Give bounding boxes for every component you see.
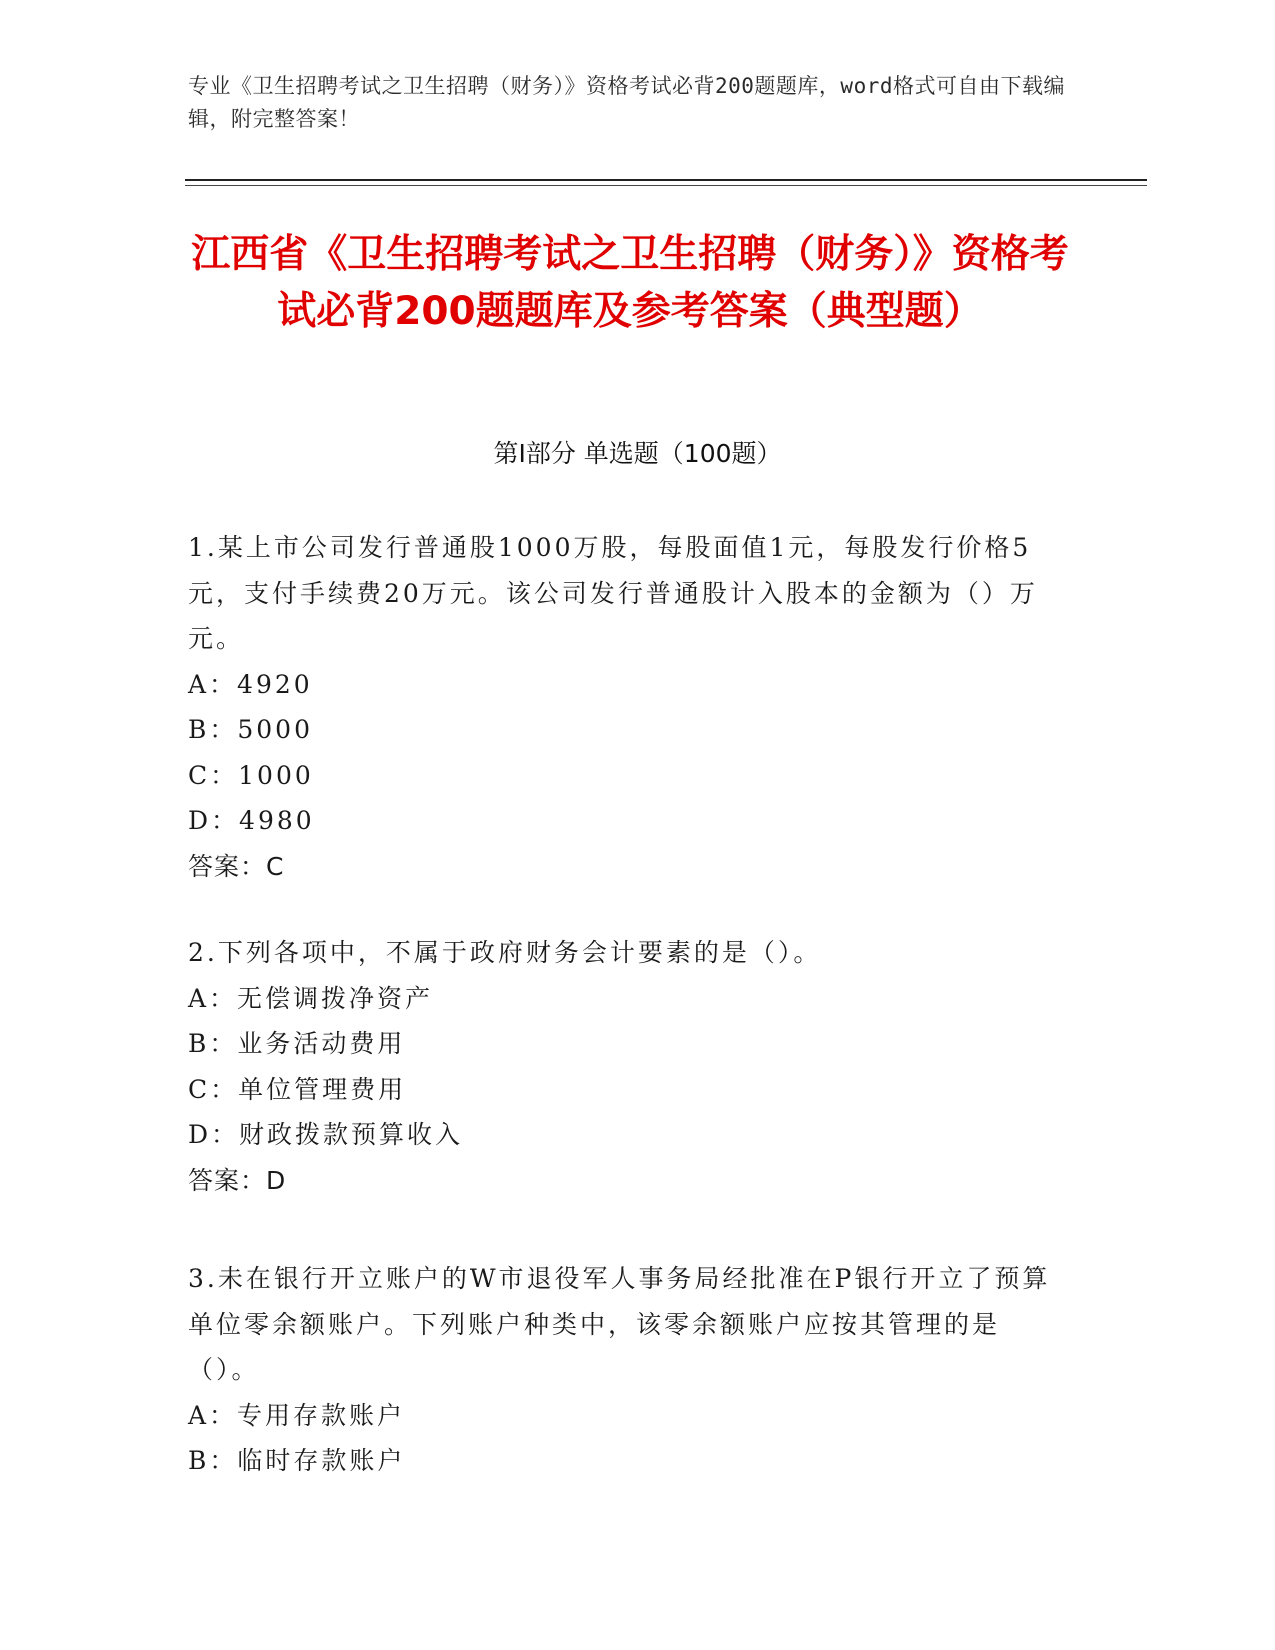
header-note: 专业《卫生招聘考试之卫生招聘（财务）》资格考试必背200题题库，word格式可自由下载编辑，附完整答案！ — [188, 74, 1065, 131]
header-divider-thick — [185, 179, 1147, 181]
option-c: C：单位管理费用 — [188, 1074, 407, 1104]
option-b: B：业务活动费用 — [188, 1029, 406, 1058]
header-divider-thin — [185, 185, 1147, 186]
question-1 — [188, 525, 1068, 889]
question-stem: 3.未在银行开立账户的W市退役军人事务局经批准在P银行开立了预算单位零余额账户。下列账户种类中，该零余额账户应按其管理的是（）。 — [188, 1264, 1051, 1384]
question-stem: 1.某上市公司发行普通股1000万股，每股面值1元，每股发行价格5元，支付手续费20万元。该公司发行普通股计入股本的金额为（）万元。 — [188, 533, 1038, 653]
answer-line: 答案：C — [188, 851, 285, 881]
question-3 — [188, 1256, 1068, 1484]
option-a: A：4920 — [188, 669, 313, 699]
document-title: 江西省《卫生招聘考试之卫生招聘（财务）》资格考试必背200题题库及参考答案（典型题） — [191, 232, 1069, 334]
option-b: B：临时存款账户 — [188, 1446, 406, 1475]
option-d: D：财政拨款预算收入 — [188, 1120, 464, 1149]
question-stem: 2.下列各项中，不属于政府财务会计要素的是（）。 — [188, 938, 822, 967]
option-d: D：4980 — [188, 806, 315, 835]
question-2 — [188, 930, 1068, 1203]
answer-line: 答案：D — [188, 1165, 287, 1195]
option-b: B：5000 — [188, 715, 313, 744]
option-c: C：1000 — [188, 760, 314, 790]
section-title: 第Ⅰ部分 单选题（100题） — [493, 439, 782, 468]
option-a: A：无偿调拨净资产 — [188, 983, 434, 1013]
option-a: A：专用存款账户 — [188, 1400, 406, 1430]
